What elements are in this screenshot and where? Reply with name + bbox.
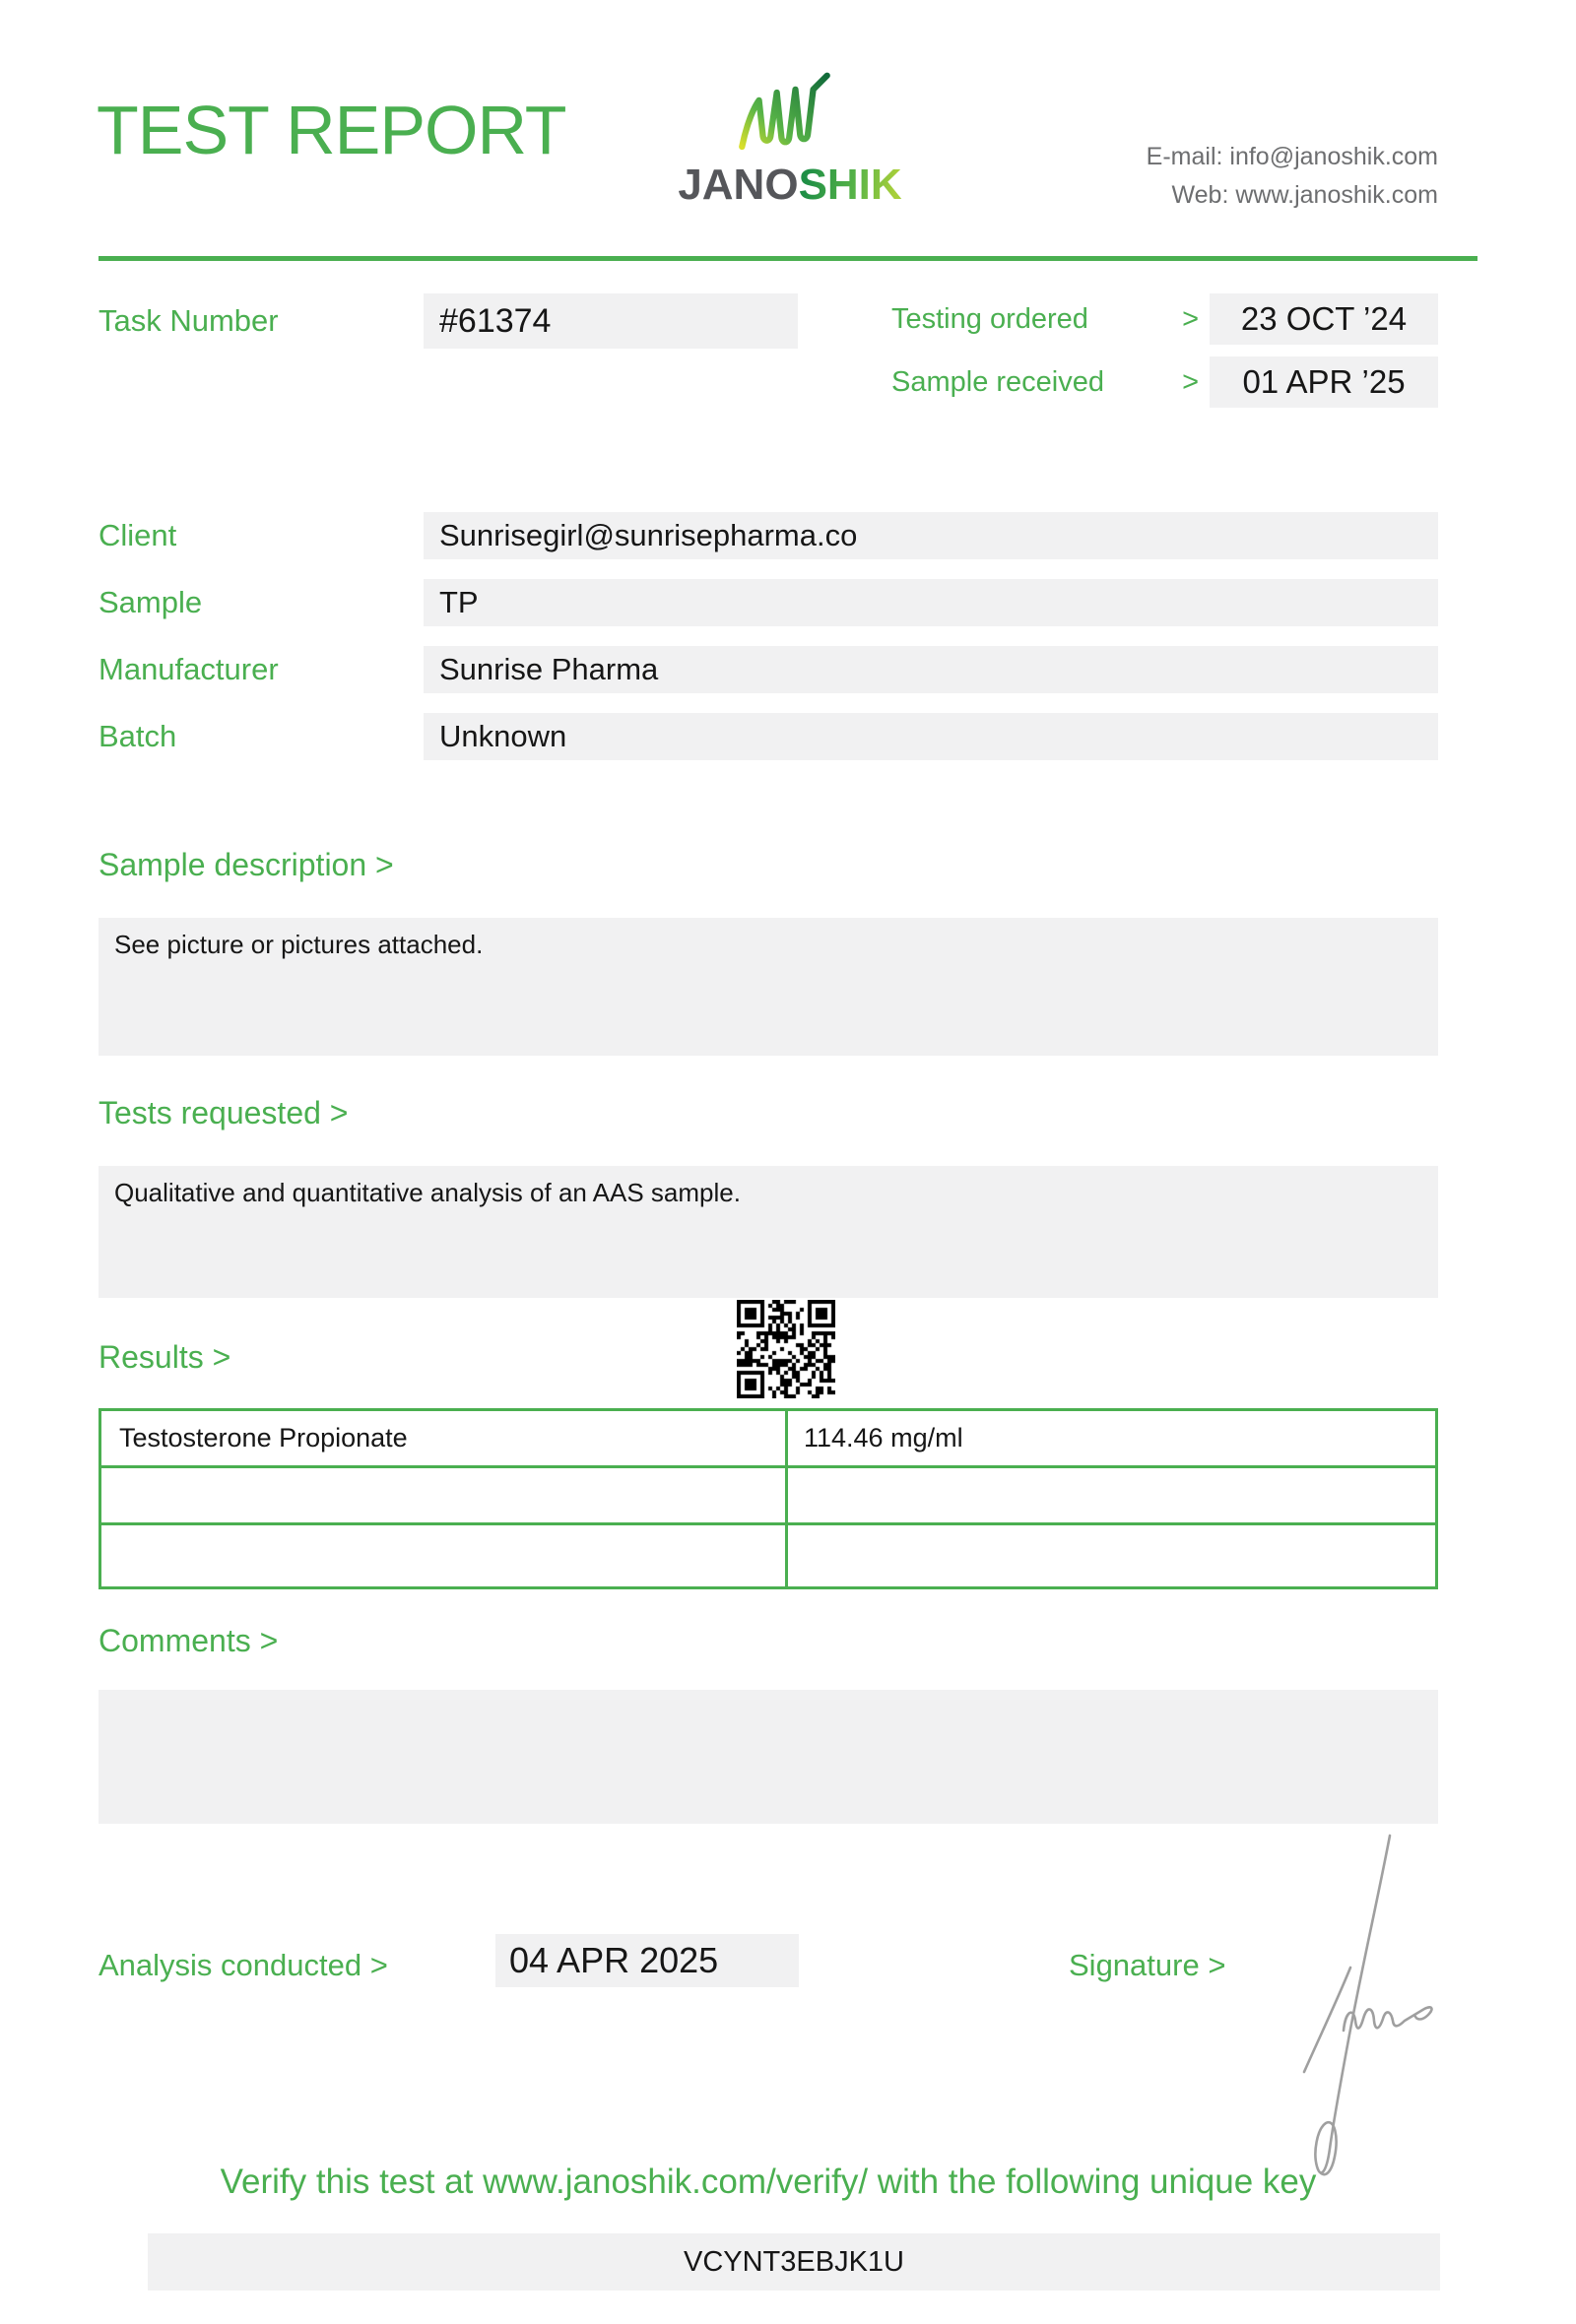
analysis-conducted-label: Analysis conducted > [98, 1948, 388, 1982]
chevron-right-icon: > [1182, 303, 1199, 335]
analysis-conducted-value: 04 APR 2025 [495, 1934, 799, 1987]
results-table [98, 1408, 1438, 1589]
tests-requested-box: Qualitative and quantitative analysis of an AAS sample. [98, 1166, 1438, 1298]
rising-chart-icon [736, 71, 844, 158]
result-value-cell: 114.46 mg/ml [804, 1423, 963, 1452]
task-number-label: Task Number [98, 303, 279, 338]
logo-wordmark [672, 163, 908, 207]
result-substance-cell [101, 1468, 788, 1522]
tests-requested-heading: Tests requested > [98, 1095, 349, 1130]
sample-received-value: 01 APR ’25 [1210, 356, 1438, 408]
client-label: Client [98, 518, 177, 552]
manufacturer-label: Manufacturer [98, 652, 279, 686]
logo-text-jano: JANO [678, 161, 799, 209]
sample-description-heading: Sample description > [98, 847, 394, 882]
manufacturer-value: Sunrise Pharma [424, 646, 1438, 693]
page-title: TEST REPORT [97, 92, 566, 168]
result-substance-cell [101, 1525, 788, 1586]
results-table-row [101, 1411, 1435, 1465]
chevron-right-icon: > [1182, 366, 1199, 398]
logo-text-shik: SHIK [798, 161, 902, 209]
sample-label: Sample [98, 585, 203, 619]
unique-key-value: VCYNT3EBJK1U [148, 2233, 1440, 2291]
results-table-row [101, 1465, 1435, 1522]
sample-description-box: See picture or pictures attached. [98, 918, 1438, 1056]
client-value: Sunrisegirl@sunrisepharma.co [424, 512, 1438, 559]
qr-code-image [737, 1300, 835, 1398]
contact-info [1147, 138, 1438, 215]
comments-heading: Comments > [98, 1623, 279, 1658]
signature-label: Signature > [1069, 1948, 1226, 1982]
task-number-value: #61374 [424, 293, 798, 349]
results-heading: Results > [98, 1339, 231, 1375]
result-value-cell [788, 1525, 1435, 1586]
testing-ordered-value: 23 OCT ’24 [1210, 293, 1438, 345]
verify-instruction: Verify this test at www.janoshik.com/verify/ with the following unique key [220, 2163, 1317, 2201]
sample-received-label: Sample received > [891, 366, 1199, 398]
result-substance-cell: Testosterone Propionate [101, 1411, 788, 1465]
sample-value: TP [424, 579, 1438, 626]
testing-ordered-label: Testing ordered > [891, 303, 1199, 335]
contact-email: E-mail: info@janoshik.com [1146, 143, 1438, 170]
result-value-cell [788, 1468, 1435, 1522]
results-table-row [101, 1522, 1435, 1586]
batch-value: Unknown [424, 713, 1438, 760]
comments-box [98, 1690, 1438, 1824]
header-divider [98, 256, 1478, 261]
contact-web: Web: www.janoshik.com [1171, 181, 1438, 209]
batch-label: Batch [98, 719, 177, 753]
signature-scribble-icon [1288, 1824, 1438, 2186]
janoshik-logo [672, 71, 908, 207]
